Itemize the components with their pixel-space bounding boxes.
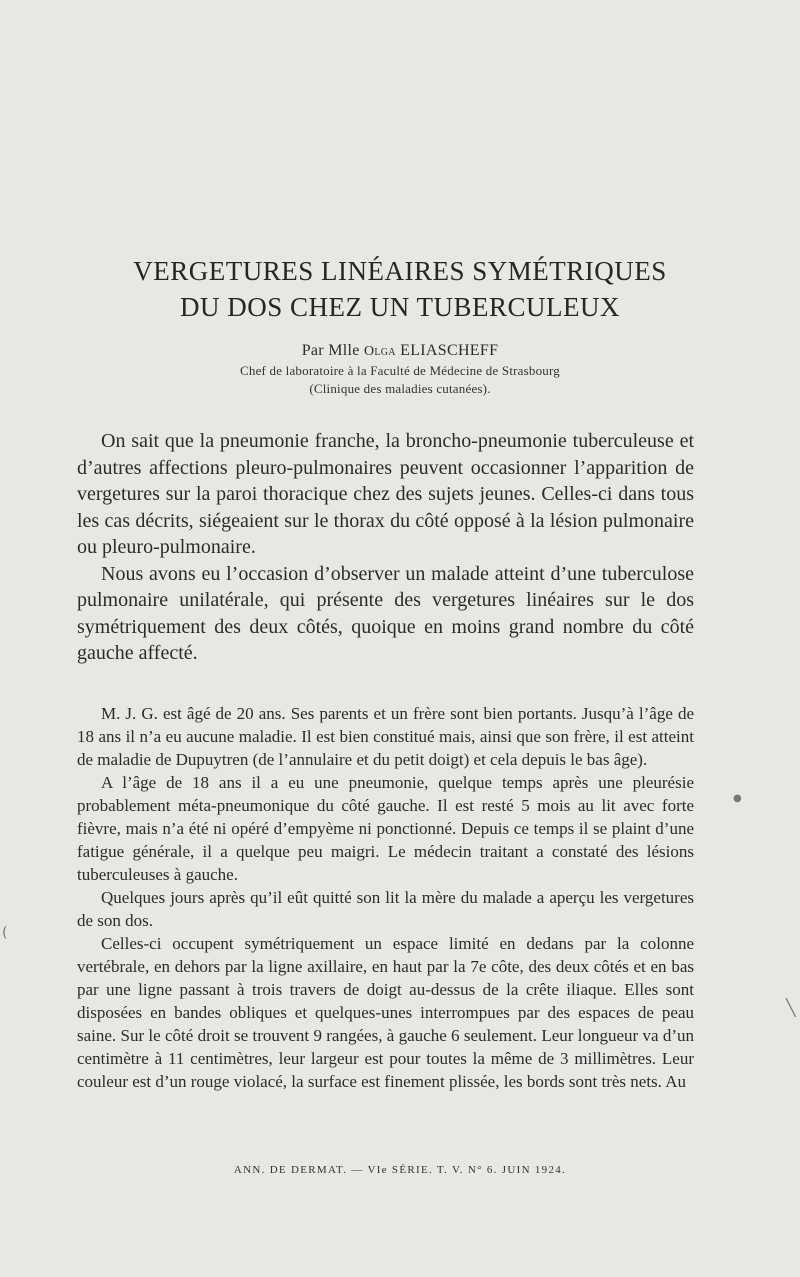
intro-paragraph: On sait que la pneumonie franche, la broncho-pneumonie tuberculeuse et d’autres affections pleuro-pulmonaires peuvent occasionner l’apparition de vergetures sur la paroi thoracique chez des sujets jeunes. Celles-ci dans tous les cas décrits, siégeaient sur le thorax du côté opposé à la lésion pulmonaire ou pleuro-pulmonaire.	[77, 430, 694, 558]
margin-edge-mark: (	[2, 925, 8, 941]
case-report-section	[77, 702, 694, 1093]
article-title-line-1: VERGETURES LINÉAIRES SYMÉTRIQUES	[133, 256, 667, 286]
journal-footer: ANN. DE DERMAT. — VIe SÉRIE. T. V. N° 6. JUIN 1924.	[233, 1164, 567, 1176]
byline-prefix: Par Mlle	[301, 342, 360, 359]
author-surname: ELIASCHEFF	[400, 342, 499, 359]
case-paragraph: A l’âge de 18 ans il a eu une pneumonie, quelque temps après une pleurésie probablement méta-pneumonique du côté gauche. Il est resté 5 mois au lit avec forte fièvre, mais n’a été ni opéré d’empyème ni ponctionné. Depuis ce temps il se plaint d’une fatigue générale, il a quelque peu maigri. Le médecin traitant a constaté des lésions tuberculeuses à gauche.	[77, 773, 694, 884]
author-affiliation-line-2: (Clinique des maladies cutanées).	[309, 381, 491, 396]
author-affiliation-line-1: Chef de laboratoire à la Faculté de Médecine de Strasbourg	[240, 363, 560, 378]
margin-stroke-mark: ╲	[786, 998, 796, 1017]
case-paragraph: Quelques jours après qu’il eût quitté son lit la mère du malade a aperçu les vergetures de son dos.	[77, 888, 694, 930]
introduction-section	[77, 428, 694, 667]
case-paragraph: Celles-ci occupent symétriquement un espace limité en dedans par la colonne vertébrale, en dehors par la ligne axillaire, en haut par la 7e côte, des deux côtés et en bas par une ligne passant à trois travers de doigt au-dessus de la crête iliaque. Elles sont disposées en bandes obliques et quelques-unes interrompues par des espaces de peau saine. Sur le côté droit se trouvent 9 rangées, à gauche 6 seulement. Leur longueur va d’un centimètre à 11 centimètres, leur largeur est pour toutes la même de 3 millimètres. Leur couleur est d’un rouge violacé, la surface est finement plissée, les bords sont très nets. Au	[77, 934, 694, 1091]
intro-paragraph: Nous avons eu l’occasion d’observer un malade atteint d’une tuberculose pulmonaire unilatérale, qui présente des vergetures linéaires sur le dos symétriquement des deux côtés, quoique en moins grand nombre du côté gauche affecté.	[77, 562, 694, 664]
case-paragraph: M. J. G. est âgé de 20 ans. Ses parents et un frère sont bien portants. Jusqu’à l’âge de 18 ans il n’a eu aucune maladie. Il est bien constitué mais, ainsi que son frère, il est atteint de maladie de Dupuytren (de l’annulaire et du petit doigt) et cela depuis le bas âge).	[77, 704, 694, 769]
author-byline	[60, 341, 740, 362]
author-firstname: Olga	[363, 344, 396, 359]
article-title-line-2: DU DOS CHEZ UN TUBERCULEUX	[179, 292, 620, 322]
ink-dot-mark: ●	[733, 793, 742, 804]
